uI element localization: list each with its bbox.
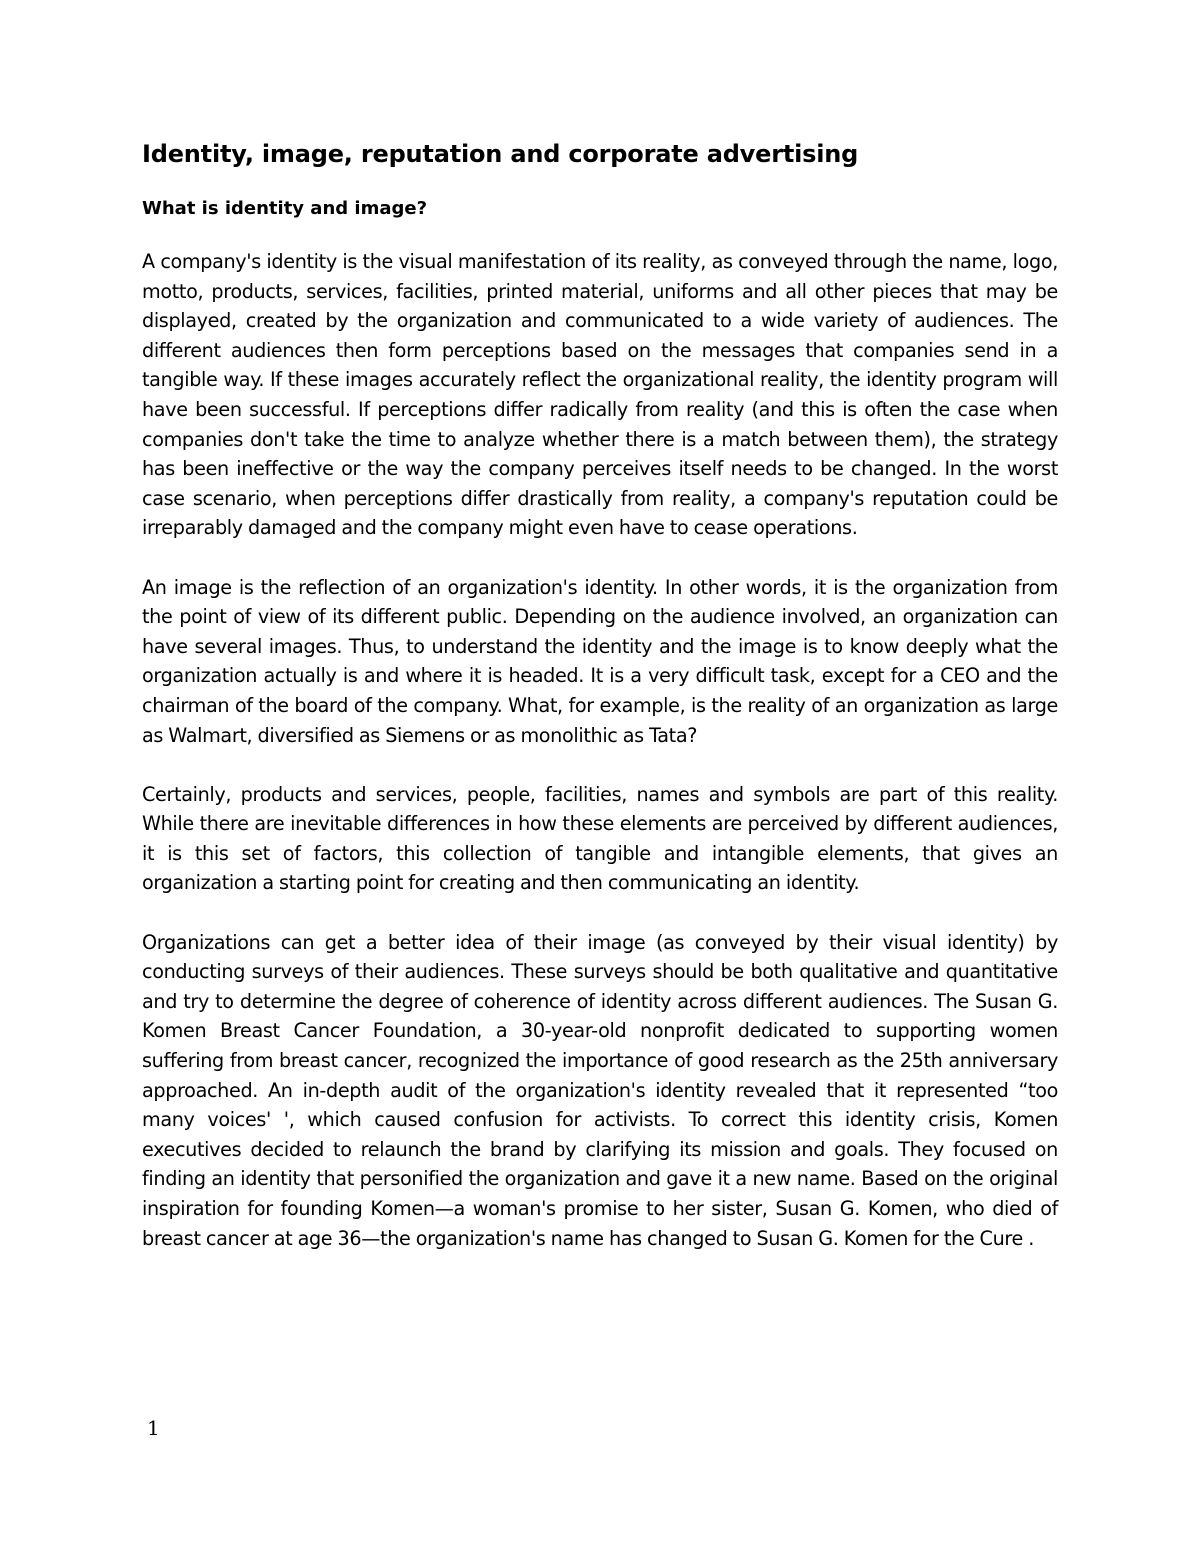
document-title: Identity, image, reputation and corporate advertising [142,140,859,168]
paragraph-surveys-komen: Organizations can get a better idea of their image (as conveyed by their visual identity) by conducting surveys of their audiences. These surveys should be both qualitative and quantitative and try to determine the degree of coherence of identity across different audiences. The Susan G. Komen Breast Cancer Foundation, a 30-year-old nonprofit dedicated to supporting women suffering from breast cancer, recognized the importance of good research as the 25th anniversary approached. An in-depth audit of the organization's identity revealed that it represented “too many voices' ', which caused confusion for activists. To correct this identity crisis, Komen executives decided to relaunch the brand by clarifying its mission and goals. They focused on finding an identity that personified the organization and gave it a new name. Based on the original inspiration for founding Komen—a woman's promise to her sister, Susan G. Komen, who died of breast cancer at age 36—the organization's name has changed to Susan G. Komen for the Cure . [142,930,1058,1250]
paragraph-image-definition: An image is the reflection of an organization's identity. In other words, it is the organization from the point of view of its different public. Depending on the audience involved, an organization can have several images. Thus, to understand the identity and the image is to know deeply what the organization actually is and where it is headed. It is a very difficult task, except for a CEO and the chairman of the board of the company. What, for example, is the reality of an organization as large as Walmart, diversified as Siemens or as monolithic as Tata? [142,575,1058,747]
page-content [142,138,1058,1253]
paragraph-tangible-elements: Certainly, products and services, people, facilities, names and symbols are part of this reality. While there are inevitable differences in how these elements are perceived by different audiences, it is this set of factors, this collection of tangible and intangible elements, that gives an organization a starting point for creating and then communicating an identity. [142,782,1058,895]
page-number: 1 [147,1416,160,1440]
paragraph-identity-definition: A company's identity is the visual manifestation of its reality, as conveyed through the name, logo, motto, products, services, facilities, printed material, uniforms and all other pieces that may be displayed, created by the organization and communicated to a wide variety of audiences. The different audiences then form perceptions based on the messages that companies send in a tangible way. If these images accurately reflect the organizational reality, the identity program will have been successful. If perceptions differ radically from reality (and this is often the case when companies don't take the time to analyze whether there is a match between them), the strategy has been ineffective or the way the company perceives itself needs to be changed. In the worst case scenario, when perceptions differ drastically from reality, a company's reputation could be irreparably damaged and the company might even have to cease operations. [142,250,1058,540]
section-heading: What is identity and image? [142,198,428,219]
